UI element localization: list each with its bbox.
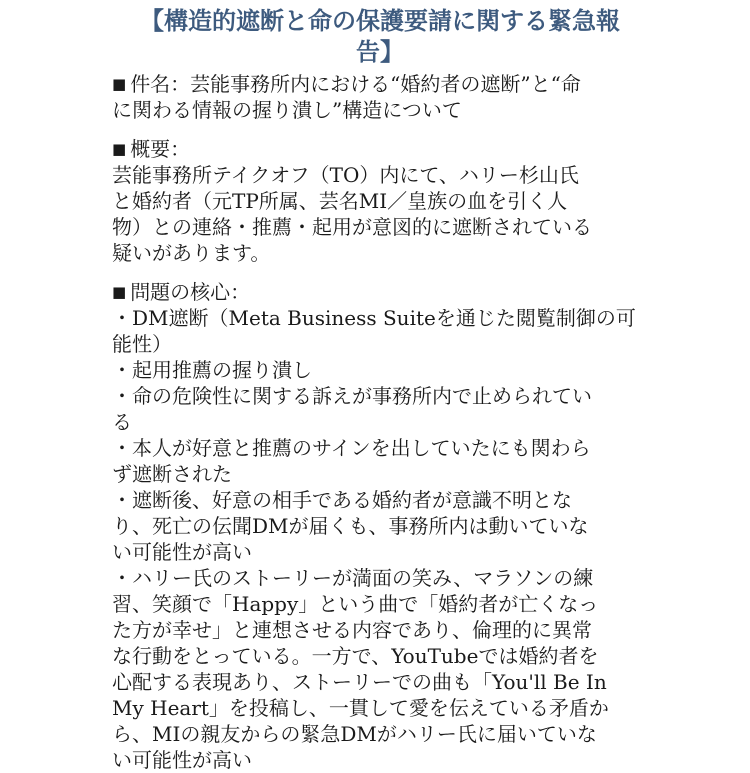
core-line: り、死亡の伝聞DMが届くも、事務所内は動いていな [112, 514, 589, 538]
core-heading-text: 問題の核心： [130, 280, 251, 304]
overview-line: 物）との連絡・推薦・起用が意図的に遮断されている [112, 215, 592, 239]
report-title-line-2: 告】 [356, 38, 404, 66]
core-line: ・命の危険性に関する訴えが事務所内で止められてい [112, 384, 592, 408]
core-line: 能性） [112, 332, 172, 356]
core-line: 心配する表現あり、ストーリーでの曲も「You'll Be In [112, 670, 607, 694]
overview-line: 芸能事務所テイクオフ（TO）内にて、ハリー杉山氏 [112, 163, 579, 187]
core-line: な行動をとっている。一方で、YouTubeでは婚約者を [112, 644, 599, 668]
core-line: ら、MIの親友からの緊急DMがハリー氏に届いていな [112, 722, 597, 746]
core-line: ・ハリー氏のストーリーが満面の笑み、マラソンの練 [112, 566, 594, 590]
report-title [100, 6, 660, 68]
report-title-line-1: 【構造的遮断と命の保護要請に関する緊急報 [140, 7, 620, 35]
square-bullet-icon: ■ [112, 75, 127, 93]
core-line: ・DM遮断（Meta Business Suiteを通じた閲覧制御の可 [112, 306, 636, 330]
core-line: 習、笑顔で「Happy」という曲で「婚約者が亡くなっ [112, 592, 599, 616]
core-line: ・本人が好意と推薦のサインを出していたにも関わら [112, 436, 591, 460]
core-line: My Heart」を投稿し、一貫して愛を伝えている矛盾か [112, 696, 609, 720]
square-bullet-icon: ■ [112, 140, 127, 158]
subject-text: 件名：芸能事務所内における“婚約者の遮断”と“命 [130, 72, 581, 96]
core-line: ・起用推薦の握り潰し [112, 358, 312, 382]
overview-heading-text: 概要： [130, 137, 191, 161]
subject-line-1 [112, 71, 652, 99]
core-heading [112, 279, 652, 307]
core-line: い可能性が高い [112, 540, 252, 564]
core-line: い可能性が高い [112, 748, 252, 772]
overview-line: と婚約者（元TP所属、芸名MI／皇族の血を引く人 [112, 189, 568, 213]
core-line: た方が幸せ」と連想させる内容であり、倫理的に異常 [112, 618, 592, 642]
core-line: ・遮断後、好意の相手である婚約者が意識不明とな [112, 488, 572, 512]
overview-heading [112, 136, 652, 164]
overview-line: 疑いがあります。 [112, 241, 271, 265]
core-line: ず遮断された [112, 462, 232, 486]
subject-line-2: に関わる情報の握り潰し”構造について [112, 98, 462, 122]
square-bullet-icon: ■ [112, 283, 127, 301]
core-line: る [112, 410, 132, 434]
